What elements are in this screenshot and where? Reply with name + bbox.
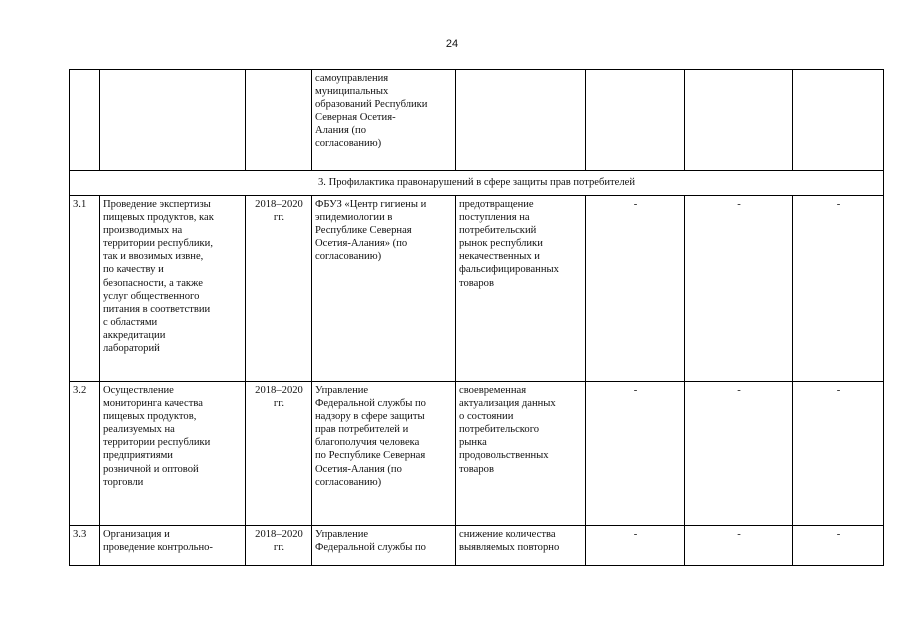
- table-row: [70, 526, 884, 566]
- section-header-row: [70, 171, 884, 196]
- cell-event: [100, 70, 246, 171]
- table-row: [70, 196, 884, 382]
- measures-table: [69, 69, 884, 566]
- row-col8: -: [793, 196, 884, 382]
- row-executor: Управление Федеральной службы по: [312, 526, 456, 566]
- table-row: [70, 382, 884, 526]
- row-col7: -: [685, 196, 793, 382]
- row-col8: -: [793, 382, 884, 526]
- row-event: Проведение экспертизы пищевых продуктов, как производимых на территории республики, так и ввозимых извне, по качеству и безопасности, а также услуг общественного питания в соответствии с областями аккредитации лабораторий: [100, 196, 246, 382]
- row-term: 2018–2020 гг.: [246, 382, 312, 526]
- cell-col7: [685, 70, 793, 171]
- cell-col6: [586, 70, 685, 171]
- cell-executor: самоуправления муниципальных образований Республики Северная Осетия- Алания (по согласованию): [312, 70, 456, 171]
- row-col6: -: [586, 196, 685, 382]
- row-result: предотвращение поступления на потребительский рынок республики некачественных и фальсифицированных товаров: [456, 196, 586, 382]
- cell-result: [456, 70, 586, 171]
- row-col6: -: [586, 526, 685, 566]
- row-event: Организация и проведение контрольно-: [100, 526, 246, 566]
- cell-num: [70, 70, 100, 171]
- row-term: 2018–2020 гг.: [246, 526, 312, 566]
- row-executor: Управление Федеральной службы по надзору в сфере защиты прав потребителей и благополучия человека по Республике Северная Осетия-Алания (по согласованию): [312, 382, 456, 526]
- row-event: Осуществление мониторинга качества пищевых продуктов, реализуемых на территории республики предприятиями розничной и оптовой торговли: [100, 382, 246, 526]
- section-title: 3. Профилактика правонарушений в сфере защиты прав потребителей: [70, 171, 884, 196]
- row-col7: -: [685, 382, 793, 526]
- row-number: 3.2: [70, 382, 100, 526]
- row-col7: -: [685, 526, 793, 566]
- row-result: снижение количества выявляемых повторно: [456, 526, 586, 566]
- table-row-continuation: [70, 70, 884, 171]
- row-result: своевременная актуализация данных о состоянии потребительского рынка продовольственных товаров: [456, 382, 586, 526]
- row-col8: -: [793, 526, 884, 566]
- row-term: 2018–2020 гг.: [246, 196, 312, 382]
- row-number: 3.3: [70, 526, 100, 566]
- page-number: 24: [445, 38, 459, 50]
- row-col6: -: [586, 382, 685, 526]
- row-executor: ФБУЗ «Центр гигиены и эпидемиологии в Республике Северная Осетия-Алания» (по согласованию): [312, 196, 456, 382]
- cell-term: [246, 70, 312, 171]
- cell-col8: [793, 70, 884, 171]
- row-number: 3.1: [70, 196, 100, 382]
